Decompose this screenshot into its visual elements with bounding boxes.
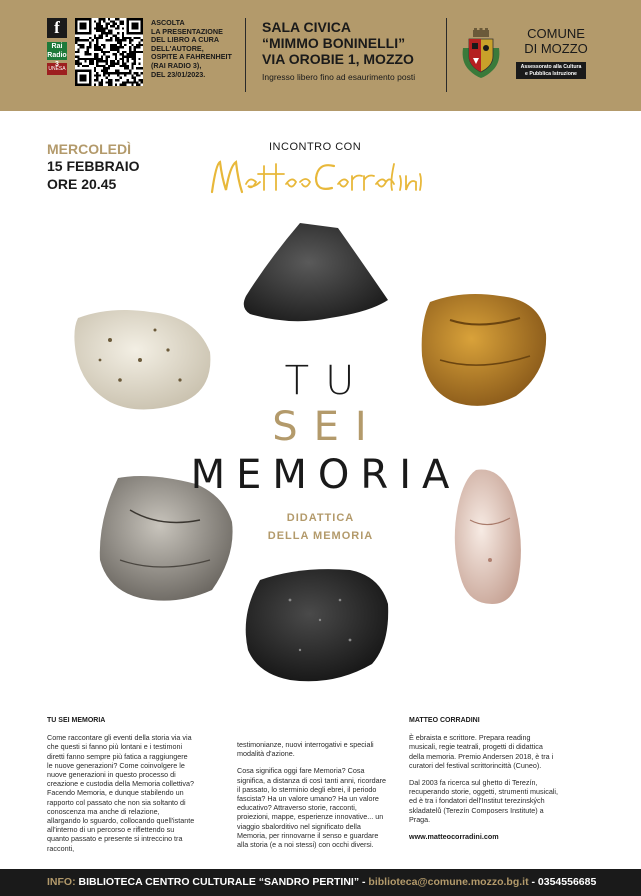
footer-email-link[interactable]: biblioteca@comune.mozzo.bg.it [368,876,529,888]
event-time: ORE 20.45 [47,176,117,192]
description-continued-column [237,740,387,857]
description-heading: TU SEI MEMORIA [47,717,106,724]
footer-info [47,876,596,888]
publisher-logo: UNESA [47,63,67,75]
author-bio-column [409,716,559,849]
stone-top [244,223,388,321]
venue-entry-note: Ingresso libero fino ad esaurimento posti [262,72,416,82]
fahrenheit-logo: f [47,18,67,38]
author-bio-paragraph: È ebraista e scrittore. Prepara reading musicali, regie teatrali, progetti di didattica della memoria. Premio Andersen 2018, è tra i curatori del festival scrittorincittà (Cuneo). [409,733,554,770]
venue-name: SALA CIVICA [262,19,351,35]
venue-subname: “MIMMO BONINELLI” [262,35,406,51]
rai-radio3-logo: Rai Radio [47,43,67,59]
podcast-note-line: DELL'AUTORE, [151,43,204,53]
description-paragraph: Cosa significa oggi fare Memoria? Cosa significa, a distanza di così tanti anni, ricordare il passato, lo sterminio degli ebrei, il periodo fascista? Ha un valore umano? Ha un valore educativo? Attraverso storie, racconti, proiezioni, mappe, esperienze innovative... un viaggio sbalorditivo nel significato della Memoria, per rinnovarne il senso e guardare alla storia (e a noi stessi) con occhi diversi. [237,766,387,850]
venue-address: VIA OROBIE 1, MOZZO [262,51,414,67]
title-line-2: SEI [272,404,383,450]
podcast-note-line: (RAI RADIO 3), [151,60,202,70]
event-day: MERCOLEDÌ [47,141,131,157]
podcast-note-line: DEL 23/01/2023. [151,69,206,79]
podcast-note-line: DEL LIBRO A CURA [151,35,220,45]
assessorato-line: e Pubblica Istruzione [525,71,577,77]
description-paragraph: testimonianze, nuovi interrogativi e speciali modalità d'azione. [237,740,374,759]
subtitle-line-1: DIDATTICA [286,512,355,524]
meeting-label: INCONTRO CON [269,141,362,153]
comune-name-line: DI MOZZO [524,41,588,56]
author-bio-paragraph: Dal 2003 fa ricerca sul ghetto di Terezín, recuperando storie, oggetti, strumenti musicali, ed è tra i fondatori dell'Institut terezinských skladatelů (Terezín Composers Institute) a Praga. [409,778,559,824]
podcast-note-line: ASCOLTA [151,18,185,27]
footer-library: BIBLIOTECA CENTRO CULTURALE “SANDRO PERTINI” - [75,876,369,888]
title-line-3: MEMORIA [190,452,461,498]
author-bio-heading: MATTEO CORRADINI [409,717,480,724]
comune-name-line: COMUNE [527,26,585,41]
description-column [47,716,195,861]
podcast-note-line: OSPITE A FAHRENHEIT [151,52,232,62]
subtitle-line-2: DELLA MEMORIA [267,530,374,542]
author-website-link[interactable]: www.matteocorradini.com [409,832,499,842]
podcast-note-line: LA PRESENTAZIONE [151,26,223,36]
assessorato-line: Assessorato alla Cultura [520,64,582,70]
title-line-1: TU [284,358,371,404]
stone-bottom [246,569,388,681]
description-paragraph: Come raccontare gli eventi della storia via via che questi si fanno più lontani e i testimoni diretti fanno sempre più fatica a raggiungere le nuove generazioni? Come coinvolgere le nuove generazioni in questo processo di creazione e custodia della Memoria collettiva? Facendo Memoria, e dunque stabilendo un rapporto col passato che non sia soltanto di conoscenza ma anche di relazione, allargando lo sguardo, collocando quell'istante all'interno di un percorso e riflettendo su quanto passato e presente si intreccino tra racconti, [47,733,195,853]
footer-phone: - 0354556685 [528,876,597,888]
footer-label: INFO: [47,876,76,888]
event-date: 15 FEBBRAIO [47,158,140,174]
